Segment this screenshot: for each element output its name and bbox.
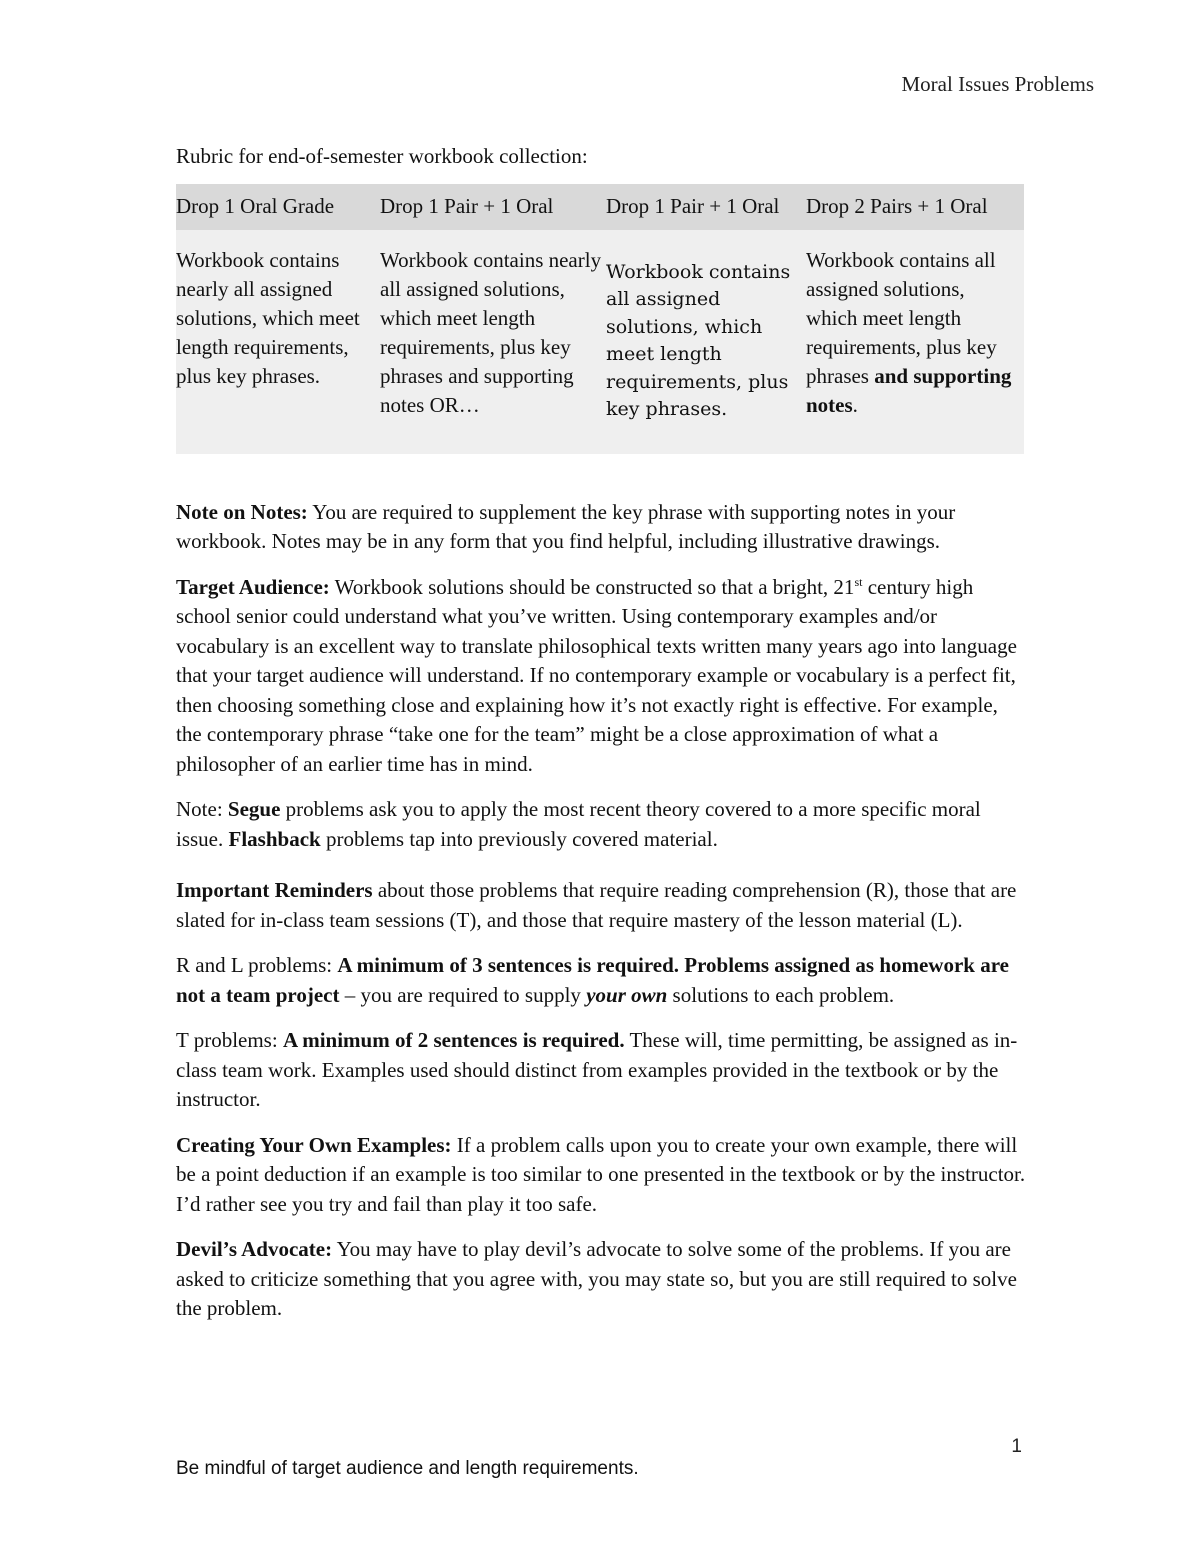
- rubric-cell-end: .: [852, 392, 858, 417]
- rl-problems-text-2: solutions to each problem.: [667, 982, 895, 1007]
- segue-note-paragraph: [176, 795, 1026, 854]
- flashback-label: Flashback: [228, 826, 321, 851]
- rubric-header-cell: Drop 1 Pair + 1 Oral: [380, 193, 554, 218]
- target-audience-paragraph: [176, 573, 1026, 780]
- rubric-header-cell: Drop 1 Oral Grade: [176, 193, 335, 218]
- segue-note-text-2: problems tap into previously covered material.: [320, 826, 718, 851]
- rubric-intro: Rubric for end-of-semester workbook collection:: [176, 144, 588, 168]
- t-problems-prefix: T problems:: [176, 1028, 283, 1052]
- t-problems-text: These will, time permitting, be assigned as in-class team work. Examples used should distinct from examples provided in the textbook or by the instructor.: [176, 1028, 1018, 1111]
- segue-label: Segue: [227, 797, 281, 821]
- target-audience-sup: st: [854, 574, 863, 589]
- reminders-label: Important Reminders: [176, 878, 373, 902]
- rl-problems-prefix: R and L problems:: [176, 953, 338, 977]
- rubric-cell: Workbook contains all assigned solutions, which meet length requirements, plus key phrases.: [606, 260, 791, 420]
- rubric-cell: Workbook contains nearly all assigned solutions, which meet length requirements, plus key phrases and supporting notes OR…: [380, 247, 602, 417]
- rl-problems-paragraph: [176, 951, 1026, 1010]
- note-on-notes-paragraph: [176, 498, 1026, 557]
- devils-advocate-label: Devil’s Advocate:: [176, 1237, 333, 1261]
- devils-advocate-text: You may have to play devil’s advocate to solve some of the problems. If you are asked to criticize something that you agree with, you may state so, but you are still required to solve the problem.: [176, 1237, 1017, 1320]
- target-audience-label: Target Audience:: [176, 574, 330, 599]
- rl-problems-text-1: – you are required to supply: [339, 982, 587, 1007]
- target-audience-text-1: Workbook solutions should be constructed so that a bright, 21: [329, 574, 855, 599]
- target-audience-text-2: century high school senior could understand what you’ve written. Using contemporary examples and/or vocabulary is an excellent way to translate philosophical texts written many years ago into language that your target audience will understand. If no contemporary example or vocabulary is a perfect fit, then choosing something close and explaining how it’s not exactly right is effective. For example, the contemporary phrase “take one for the team” might be a close approximation of what a philosopher of an earlier time has in mind.: [176, 574, 1017, 776]
- note-on-notes-label: Note on Notes:: [176, 499, 308, 524]
- reminders-text: about those problems that require reading comprehension (R), those that are slated for in-class team sessions (T), and those that require mastery of the lesson material (L).: [176, 878, 1017, 932]
- rubric-header-cell: Drop 1 Pair + 1 Oral: [606, 193, 780, 218]
- rubric-cell: [806, 246, 1024, 420]
- rubric-table: [176, 184, 1024, 454]
- document-body: [176, 142, 1026, 1340]
- rubric-cell: Workbook contains nearly all assigned solutions, which meet length requirements, plus key phrases.: [176, 247, 360, 388]
- own-examples-text: If a problem calls upon you to create your own example, there will be a point deduction if an example is too similar to one presented in the textbook or by the instructor. I’d rather see you try and fail than play it too safe.: [176, 1132, 1026, 1216]
- rubric-header-cell: Drop 2 Pairs + 1 Oral: [806, 193, 988, 218]
- page-number: 1: [1011, 1436, 1022, 1457]
- note-on-notes-text: You are required to supplement the key phrase with supporting notes in your workbook. Notes may be in any form that you find helpful, including illustrative drawings.: [176, 499, 956, 553]
- t-problems-paragraph: [176, 1026, 1026, 1115]
- rl-problems-bold: A minimum of 3 sentences is required. Problems assigned as homework are not a team project: [176, 953, 1009, 1007]
- rubric-header-row: [176, 184, 1024, 230]
- segue-note-prefix: Note:: [176, 797, 228, 821]
- devils-advocate-paragraph: [176, 1235, 1026, 1324]
- rl-problems-emphasis: your own: [586, 982, 668, 1007]
- rubric-body-row: [176, 230, 1024, 454]
- segue-note-text-1: problems ask you to apply the most recent theory covered to a more specific moral issue.: [176, 797, 981, 851]
- rubric-cell-bold: and supporting notes: [806, 363, 1012, 417]
- reminders-paragraph: [176, 876, 1026, 935]
- page-header: Moral Issues Problems: [901, 72, 1094, 96]
- t-problems-bold: A minimum of 2 sentences is required.: [282, 1028, 625, 1052]
- page-footer: Be mindful of target audience and length requirements.: [176, 1458, 639, 1479]
- own-examples-paragraph: [176, 1131, 1026, 1220]
- own-examples-label: Creating Your Own Examples:: [176, 1132, 452, 1157]
- rubric-cell-text: Workbook contains all assigned solutions, which meet length requirements, plus key phrases: [806, 247, 997, 388]
